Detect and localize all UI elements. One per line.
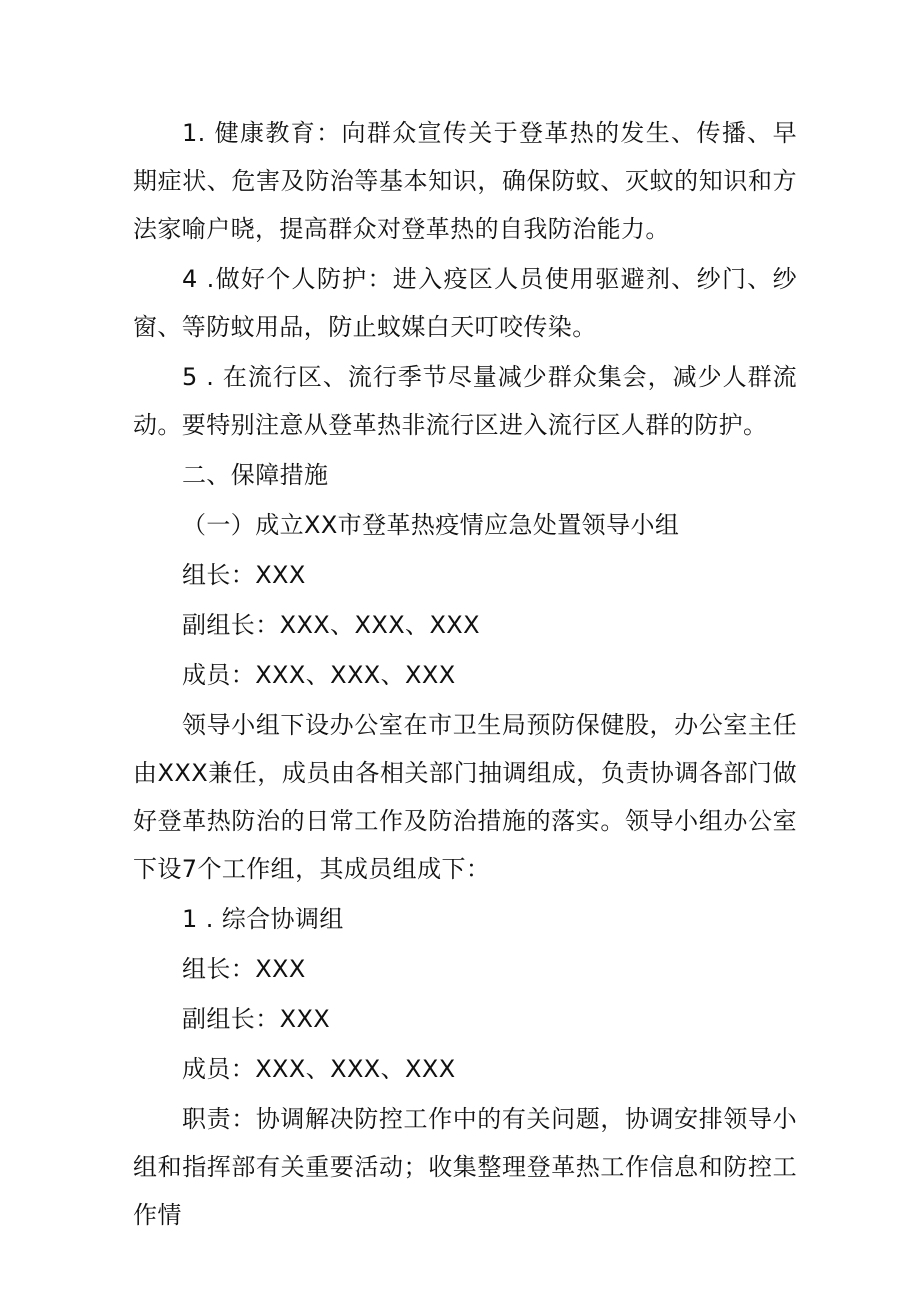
paragraph-personal-protection: 4 .做好个人防护：进入疫区人员使用驱避剂、纱门、纱窗、等防蚊用品，防止蚊媒白天叮咬传染。: [133, 265, 797, 341]
section-heading-safeguards: 二、保障措施: [182, 461, 329, 489]
deputy-leader-line: 副组长：XXX、XXX、XXX: [182, 611, 480, 639]
subsection-heading-leading-group: （一）成立XX市登革热疫情应急处置领导小组: [182, 511, 680, 539]
paragraph-office-setup: 领导小组下设办公室在市卫生局预防保健股，办公室主任由XXX兼任，成员由各相关部门抽调组成，负责协调各部门做好登革热防治的日常工作及防治措施的落实。领导小组办公室下设7个工作组，其成员组成下：: [133, 711, 797, 883]
coordination-members-line: 成员：XXX、XXX、XXX: [182, 1055, 456, 1083]
members-line: 成员：XXX、XXX、XXX: [182, 661, 456, 689]
paragraph-duties: 职责：协调解决防控工作中的有关问题，协调安排领导小组和指挥部有关重要活动；收集整理登革热工作信息和防控工作情: [133, 1105, 797, 1229]
paragraph-health-education: 1. 健康教育：向群众宣传关于登革热的发生、传播、早期症状、危害及防治等基本知识，确保防蚊、灭蚊的知识和方法家喻户晓，提高群众对登革热的自我防治能力。: [133, 119, 797, 243]
group-heading-coordination: 1 . 综合协调组: [182, 905, 344, 933]
paragraph-reduce-gatherings: 5 . 在流行区、流行季节尽量减少群众集会，减少人群流动。要特别注意从登革热非流行区进入流行区人群的防护。: [133, 363, 797, 439]
coordination-deputy-line: 副组长：XXX: [182, 1005, 331, 1033]
document-body: [133, 109, 797, 1239]
coordination-leader-line: 组长：XXX: [182, 955, 306, 983]
leader-line: 组长：XXX: [182, 561, 306, 589]
